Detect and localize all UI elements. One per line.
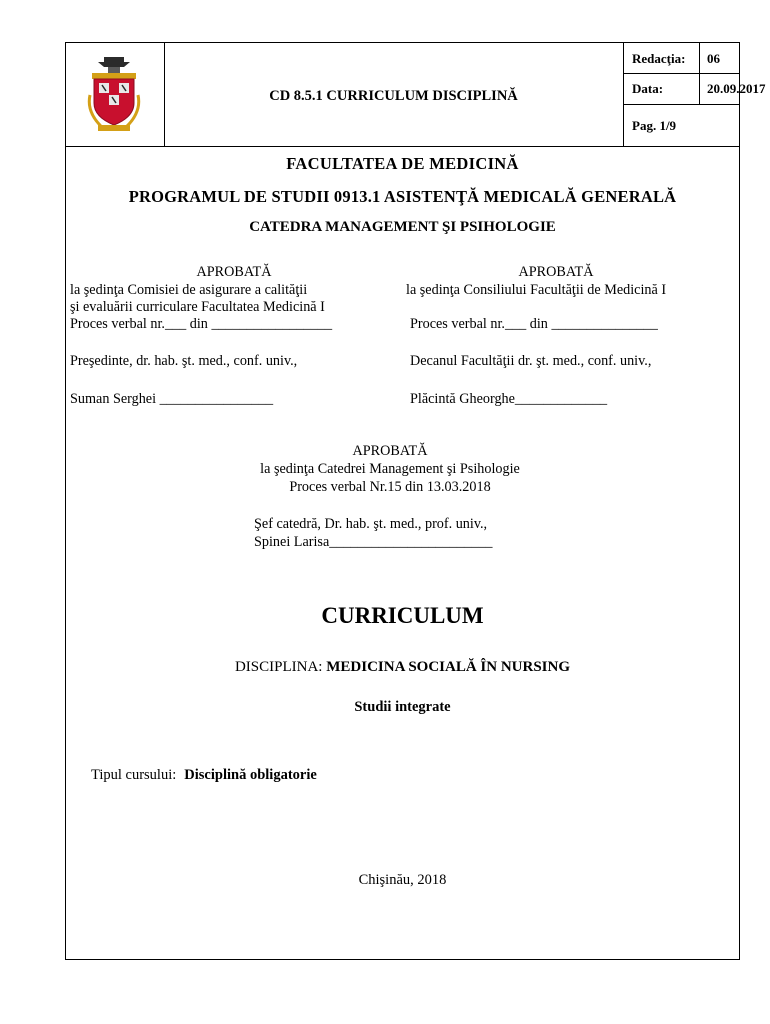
discipline-label: DISCIPLINA: (234, 659, 327, 675)
catedra-heading: CATEDRA MANAGEMENT ŞI PSIHOLOGIE (249, 219, 556, 235)
approval-center-line2: Proces verbal Nr.15 din 13.03.2018 (289, 479, 491, 495)
course-type-label: Tipul cursului: (91, 767, 177, 783)
approval-right-line3: Decanul Facultăţii dr. şt. med., conf. univ., (410, 353, 652, 369)
approval-right-line2: Proces verbal nr.___ din _______________ (410, 316, 658, 332)
approval-left-line3: Proces verbal nr.___ din _________________ (70, 316, 333, 332)
approval-left-line4: Preşedinte, dr. hab. şt. med., conf. univ., (70, 353, 298, 369)
curriculum-title: CURRICULUM (321, 603, 484, 628)
program-heading: PROGRAMUL DE STUDII 0913.1 ASISTENŢĂ MEDICALĂ GENERALĂ (128, 187, 677, 206)
data-label: Data: (632, 81, 664, 96)
redactia-value: 06 (707, 51, 720, 66)
approval-center-line4: Spinei Larisa_______________________ (254, 534, 493, 550)
document-title-cell (164, 43, 624, 146)
studies-type: Studii integrate (354, 699, 451, 715)
page-row (623, 104, 739, 146)
approval-center-line3: Şef catedră, Dr. hab. şt. med., prof. univ., (254, 516, 488, 532)
approval-right-title: APROBATĂ (518, 264, 594, 280)
redactia-label: Redacţia: (632, 51, 686, 66)
redactia-row (623, 43, 739, 74)
discipline-line (66, 659, 739, 676)
document-header (66, 43, 766, 147)
data-value: 20.09.2017 (707, 81, 766, 96)
university-crest-icon (84, 55, 144, 135)
approval-left-line2: şi evaluării curriculare Facultatea Medicină I (70, 299, 325, 315)
document-page (65, 42, 766, 960)
revision-meta (623, 43, 766, 146)
approval-right-line1: la şedinţa Consiliului Facultăţii de Medicină I (406, 282, 667, 298)
approval-center-title: APROBATĂ (352, 443, 428, 459)
page-number: Pag. 1/9 (632, 118, 677, 133)
data-row (623, 73, 766, 105)
place-date: Chişinău, 2018 (358, 872, 447, 888)
approval-left-line5: Suman Serghei ________________ (70, 391, 274, 407)
approval-center-line1: la şedinţa Catedrei Management şi Psihologie (260, 461, 520, 477)
faculty-heading: FACULTATEA DE MEDICINĂ (286, 154, 519, 173)
approval-left-line1: la şedinţa Comisiei de asigurare a calităţii (70, 282, 308, 298)
approval-right-line4: Plăcintă Gheorghe_____________ (410, 391, 608, 407)
logo-cell (66, 43, 165, 146)
discipline-value: MEDICINA SOCIALĂ ÎN NURSING (326, 659, 571, 675)
course-type-value: Disciplină obligatorie (184, 767, 317, 783)
course-type-line (91, 767, 317, 784)
document-code-title: CD 8.5.1 CURRICULUM DISCIPLINĂ (269, 88, 518, 104)
approval-left-title: APROBATĂ (196, 264, 272, 280)
